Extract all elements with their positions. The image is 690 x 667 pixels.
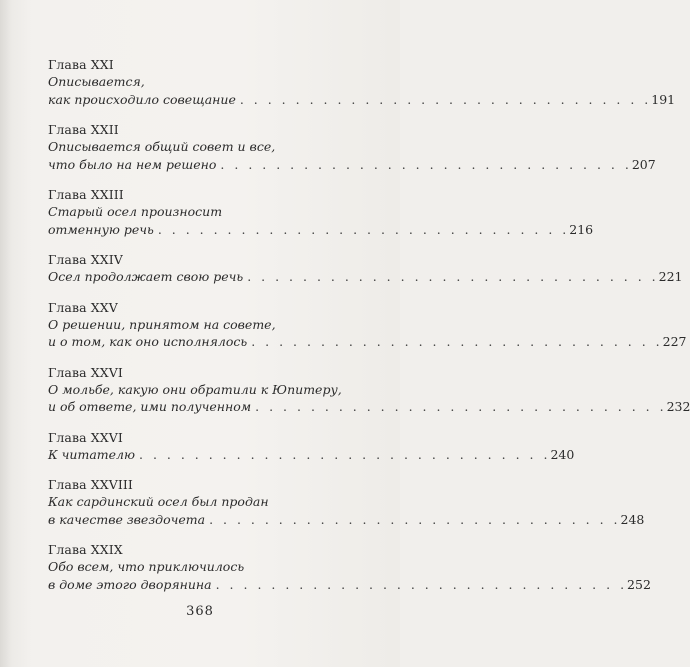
chapter-title-line: в доме этого дворянина <box>48 576 212 592</box>
chapter-heading: Глава XXIX <box>48 542 123 557</box>
toc-entry <box>48 541 651 593</box>
chapter-title <box>48 446 575 464</box>
page-ref: 252 <box>627 576 651 592</box>
toc-entry <box>48 186 594 238</box>
chapter-title-line: в качестве звездочета <box>48 511 206 527</box>
page-ref: 240 <box>550 446 575 462</box>
chapter-title-line: О мольбе, какую они обратили к Юпитеру, <box>48 381 342 397</box>
chapter-title <box>48 316 687 351</box>
page-ref: 216 <box>569 221 594 237</box>
chapter-heading: Глава XXVI <box>48 429 123 445</box>
toc-entry <box>48 476 645 528</box>
chapter-title <box>48 73 676 108</box>
chapter-title-line: Обо всем, что приключилось <box>48 559 245 574</box>
toc-line-with-page <box>48 91 676 109</box>
chapter-title <box>48 558 651 593</box>
toc-line-with-page <box>48 398 690 416</box>
dot-leader: . . . . . . . . . . . . . . . . . . . . . . . . . . . . . . <box>255 399 667 414</box>
page-ref: 191 <box>651 91 676 107</box>
toc-line-with-page <box>48 576 651 594</box>
toc-line-with-page <box>48 333 687 351</box>
chapter-heading: Глава XXV <box>48 299 118 315</box>
chapter-heading: Глава XXIV <box>48 252 123 267</box>
dot-leader: . . . . . . . . . . . . . . . . . . . . . . . . . . . . . . <box>215 576 628 592</box>
chapter-title-line: К читателю <box>48 446 135 462</box>
chapter-heading: Глава XXI <box>48 57 114 72</box>
toc-entry <box>48 429 575 464</box>
chapter-title <box>48 381 690 416</box>
dot-leader: . . . . . . . . . . . . . . . . . . . . . . . . . . . . . . <box>139 446 551 462</box>
toc-line-with-page <box>48 268 683 286</box>
dot-leader: . . . . . . . . . . . . . . . . . . . . . . . . . . . . . . <box>251 334 663 349</box>
dot-leader: . . . . . . . . . . . . . . . . . . . . . . . . . . . . . . <box>157 221 570 237</box>
chapter-title-line: что было на нем решено <box>48 156 217 172</box>
chapter-title-line: и об ответе, ими полученном <box>48 399 252 414</box>
chapter-heading: Глава XXVI <box>48 364 123 380</box>
dot-leader: . . . . . . . . . . . . . . . . . . . . . . . . . . . . . . <box>239 91 652 107</box>
page-ref: 232 <box>666 399 690 414</box>
chapter-heading: Глава XXVIII <box>48 477 133 492</box>
toc-line-with-page <box>48 156 656 174</box>
dot-leader: . . . . . . . . . . . . . . . . . . . . . . . . . . . . . . <box>247 269 659 284</box>
chapter-title-line: Описывается, <box>48 74 145 89</box>
chapter-title-line: Старый осел произносит <box>48 204 223 219</box>
dot-leader: . . . . . . . . . . . . . . . . . . . . . . . . . . . . . . <box>209 511 621 527</box>
page-ref: 221 <box>658 269 683 284</box>
toc-entry <box>48 251 683 286</box>
page-number: 368 <box>186 604 214 619</box>
chapter-title <box>48 493 645 528</box>
chapter-title-line: Осел продолжает свою речь <box>48 269 244 284</box>
chapter-title <box>48 203 594 238</box>
spine-shadow <box>0 0 12 667</box>
toc-line-with-page <box>48 221 594 239</box>
chapter-title-line: отменную речь <box>48 221 154 237</box>
chapter-title-line: Описывается общий совет и все, <box>48 139 276 154</box>
toc-entry <box>48 56 676 108</box>
dot-leader: . . . . . . . . . . . . . . . . . . . . . . . . . . . . . . <box>220 156 632 172</box>
table-of-contents <box>48 56 690 606</box>
toc-entry <box>48 121 656 173</box>
chapter-title <box>48 268 683 286</box>
page-ref: 227 <box>662 334 687 349</box>
chapter-title <box>48 138 656 173</box>
toc-entry <box>48 299 687 351</box>
toc-line-with-page <box>48 446 575 464</box>
chapter-heading: Глава XXII <box>48 122 119 137</box>
chapter-title-line: как происходило совещание <box>48 91 236 107</box>
chapter-title-line: Как сардинский осел был продан <box>48 494 269 509</box>
toc-entry <box>48 364 690 416</box>
chapter-heading: Глава XXIII <box>48 187 124 202</box>
chapter-title-line: и о том, как оно исполнялось <box>48 334 248 349</box>
chapter-title-line: О решении, принятом на совете, <box>48 316 276 332</box>
page-ref: 207 <box>631 156 656 172</box>
toc-line-with-page <box>48 511 645 529</box>
page-ref: 248 <box>620 511 645 527</box>
